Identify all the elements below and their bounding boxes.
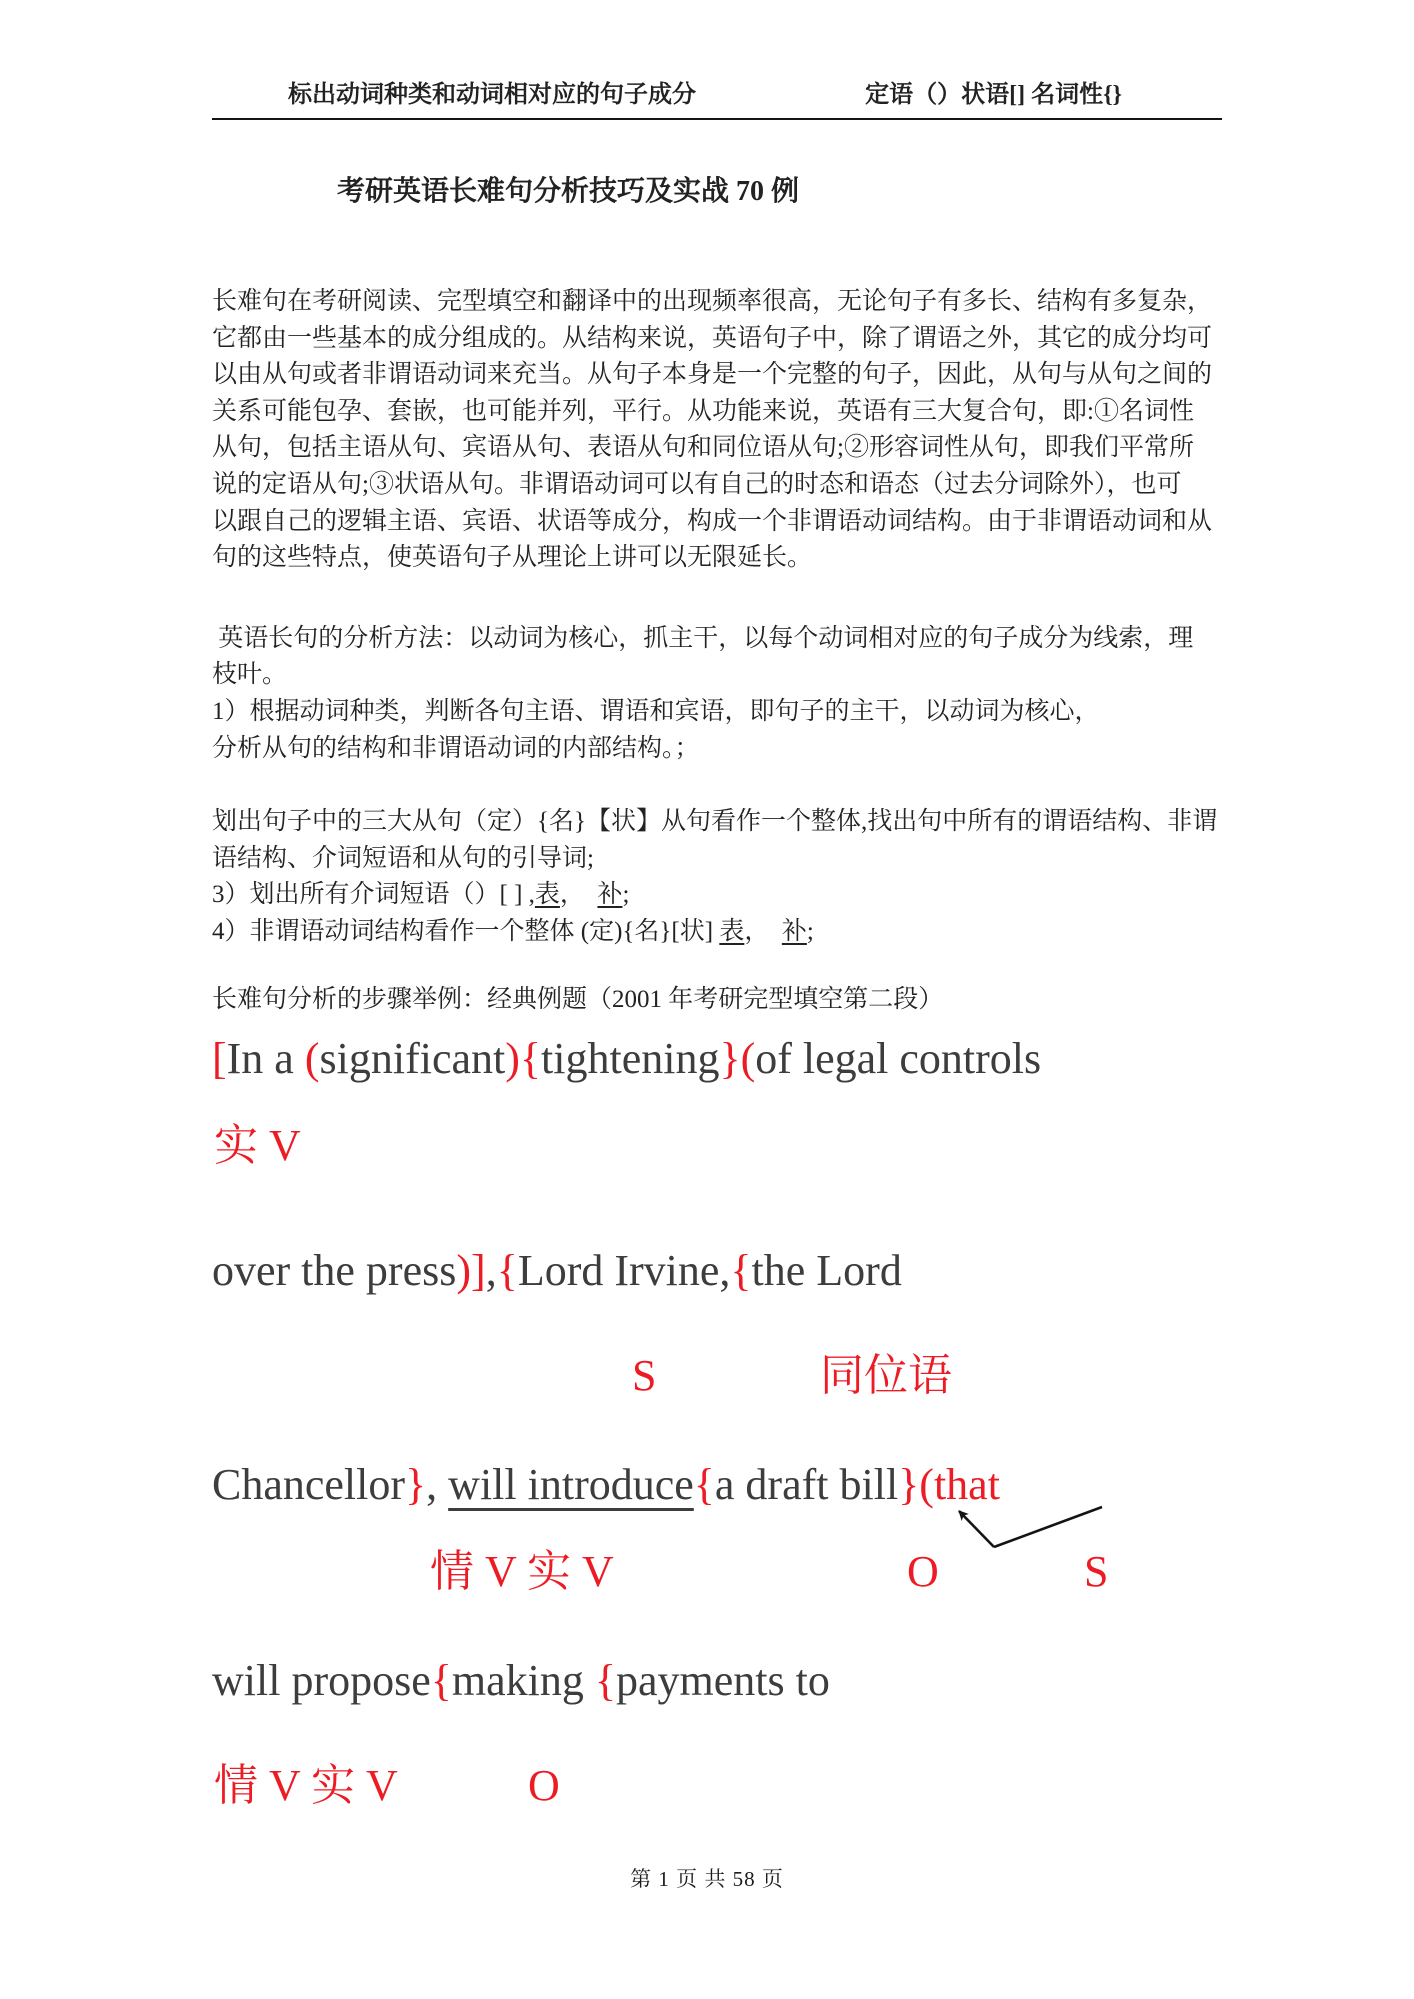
sentence-text: , <box>426 1460 449 1510</box>
grammar-label: 同位语 <box>820 1351 952 1401</box>
bracket-mark: { <box>594 1656 616 1706</box>
text-line <box>212 877 1222 914</box>
grammar-annotation-line <box>212 1350 1222 1402</box>
header-left-label: 标出动词种类和动词相对应的句子成分 <box>288 82 696 108</box>
bracket-mark: { <box>430 1656 452 1706</box>
underlined-term: 表 <box>719 917 745 945</box>
text-line <box>212 804 1222 841</box>
underlined-term: 补 <box>781 917 807 945</box>
text-run: 它都由一些基本的成分组成的。从结构来说，英语句子中，除了谓语之外，其它的成分均可 <box>212 324 1213 352</box>
text-run: 划出句子中的三大从句（定）{名}【状】从句看作一个整体,找出句中所有的谓语结构、非谓 <box>212 808 1218 836</box>
body-paragraphs <box>212 284 1222 1018</box>
bracket-mark: ) <box>505 1034 520 1084</box>
text-line <box>212 694 1222 731</box>
text-run: 句的这些特点，使英语句子从理论上讲可以无限延长。 <box>212 544 813 572</box>
page-number-footer: 第 1 页 共 58 页 <box>630 1867 784 1891</box>
text-run: 语结构、介词短语和从句的引导词; <box>212 844 594 872</box>
text-run: 关系可能包孕、套嵌，也可能并列，平行。从功能来说，英语有三大复合句，即:①名词性 <box>212 397 1194 425</box>
grammar-label: 实 V <box>214 1121 301 1171</box>
bracket-mark: { <box>730 1246 752 1296</box>
page-header <box>212 80 1222 120</box>
annotated-sentence-line <box>212 1242 1222 1300</box>
bracket-mark: ( <box>304 1034 320 1084</box>
text-line <box>212 540 1222 577</box>
text-line <box>212 841 1222 878</box>
bracket-mark: (that <box>919 1460 1000 1510</box>
text-run: ; <box>806 917 814 945</box>
sentence-text: making <box>451 1656 595 1706</box>
text-line <box>212 657 1222 694</box>
sentence-text: , <box>485 1246 497 1296</box>
sentence-text: tightening <box>541 1034 720 1084</box>
paragraph-method <box>212 621 1222 767</box>
text-run: 3）划出所有介词短语（）[ ] , <box>212 881 535 909</box>
text-line <box>212 621 1222 658</box>
bracket-mark: } <box>405 1460 427 1510</box>
bracket-mark: } <box>898 1460 920 1510</box>
annotated-sentence-block <box>212 1030 1222 1812</box>
annotated-sentence-line <box>212 1030 1222 1088</box>
bracket-mark: [ <box>212 1034 227 1084</box>
sentence-text: Chancellor <box>212 1460 406 1510</box>
grammar-annotation-line <box>212 1760 1222 1812</box>
grammar-label: O <box>907 1547 939 1597</box>
text-line <box>212 914 1222 951</box>
text-run: 长难句分析的步骤举例：经典例题（2001 年考研完型填空第二段） <box>212 985 944 1013</box>
grammar-annotation-line <box>212 1120 1222 1172</box>
reference-arrow <box>935 1490 1115 1560</box>
text-run: 从句，包括主语从句、宾语从句、表语从句和同位语从句;②形容词性从句，即我们平常所 <box>212 434 1194 462</box>
sentence-text: a draft bill <box>714 1460 899 1510</box>
bracket-mark: )] <box>456 1246 486 1296</box>
bracket-mark: { <box>519 1034 542 1084</box>
text-run: ， <box>559 881 598 909</box>
sentence-text: Lord Irvine, <box>517 1246 731 1296</box>
text-line <box>212 467 1222 504</box>
grammar-label: O <box>528 1761 560 1811</box>
sentence-text: significant <box>319 1034 506 1084</box>
sentence-text: the Lord <box>751 1246 902 1296</box>
bracket-mark: { <box>496 1246 518 1296</box>
text-line <box>212 394 1222 431</box>
grammar-label: 情 V 实 V <box>214 1761 398 1811</box>
paragraph-steps <box>212 804 1222 950</box>
underlined-term: 表 <box>534 881 560 909</box>
text-run: 以跟自己的逻辑主语、宾语、状语等成分，构成一个非谓语动词结构。由于非谓语动词和从 <box>212 507 1213 535</box>
text-run: 枝叶。 <box>212 661 288 689</box>
page-content <box>0 80 1414 1812</box>
text-line <box>212 504 1222 541</box>
grammar-label: S <box>1084 1547 1109 1597</box>
text-run: 说的定语从句;③状语从句。非谓语动词可以有自己的时态和语态（过去分词除外），也可 <box>212 470 1182 498</box>
sentence-text: payments to <box>616 1656 830 1706</box>
grammar-label: 情 V 实 V <box>430 1547 614 1597</box>
text-run: 英语长句的分析方法：以动词为核心，抓主干，以每个动词相对应的句子成分为线索，理 <box>212 624 1194 652</box>
text-run: 1）根据动词种类，判断各句主语、谓语和宾语，即句子的主干，以动词为核心， <box>212 697 1100 725</box>
text-run: 长难句在考研阅读、完型填空和翻译中的出现频率很高，无论句子有多长、结构有多复杂， <box>212 288 1213 315</box>
sentence-text: over the press <box>212 1246 457 1296</box>
bracket-mark: ( <box>740 1034 756 1084</box>
text-line <box>212 357 1222 394</box>
sentence-text: will propose <box>212 1656 431 1706</box>
bracket-mark: { <box>693 1460 715 1510</box>
underlined-term: 补 <box>597 881 623 909</box>
paragraph-intro <box>212 284 1222 577</box>
text-line <box>212 731 1222 768</box>
text-run: 分析从句的结构和非谓语动词的内部结构。； <box>212 734 700 762</box>
sentence-text: In a <box>226 1034 305 1084</box>
text-run: ， <box>744 917 782 945</box>
text-run: 4）非谓语动词结构看作一个整体 (定){名}[状] <box>212 917 720 945</box>
text-run: 以由从句或者非谓语动词来充当。从句子本身是一个完整的句子，因此，从句与从句之间的 <box>212 361 1213 389</box>
header-right-legend: 定语（）状语[] 名词性{} <box>865 82 1122 108</box>
text-line <box>212 284 1222 321</box>
underlined-verb-phrase: will introduce <box>448 1460 694 1510</box>
grammar-label: S <box>632 1351 657 1401</box>
annotated-sentence-line <box>212 1652 1222 1710</box>
paragraph-example-heading <box>212 982 1222 1019</box>
text-line <box>212 321 1222 358</box>
text-line <box>212 982 1222 1019</box>
page-title: 考研英语长难句分析技巧及实战 70 例 <box>337 176 800 207</box>
text-run: ; <box>622 881 630 909</box>
bracket-mark: } <box>719 1034 741 1084</box>
text-line <box>212 430 1222 467</box>
sentence-text: of legal controls <box>755 1034 1042 1084</box>
